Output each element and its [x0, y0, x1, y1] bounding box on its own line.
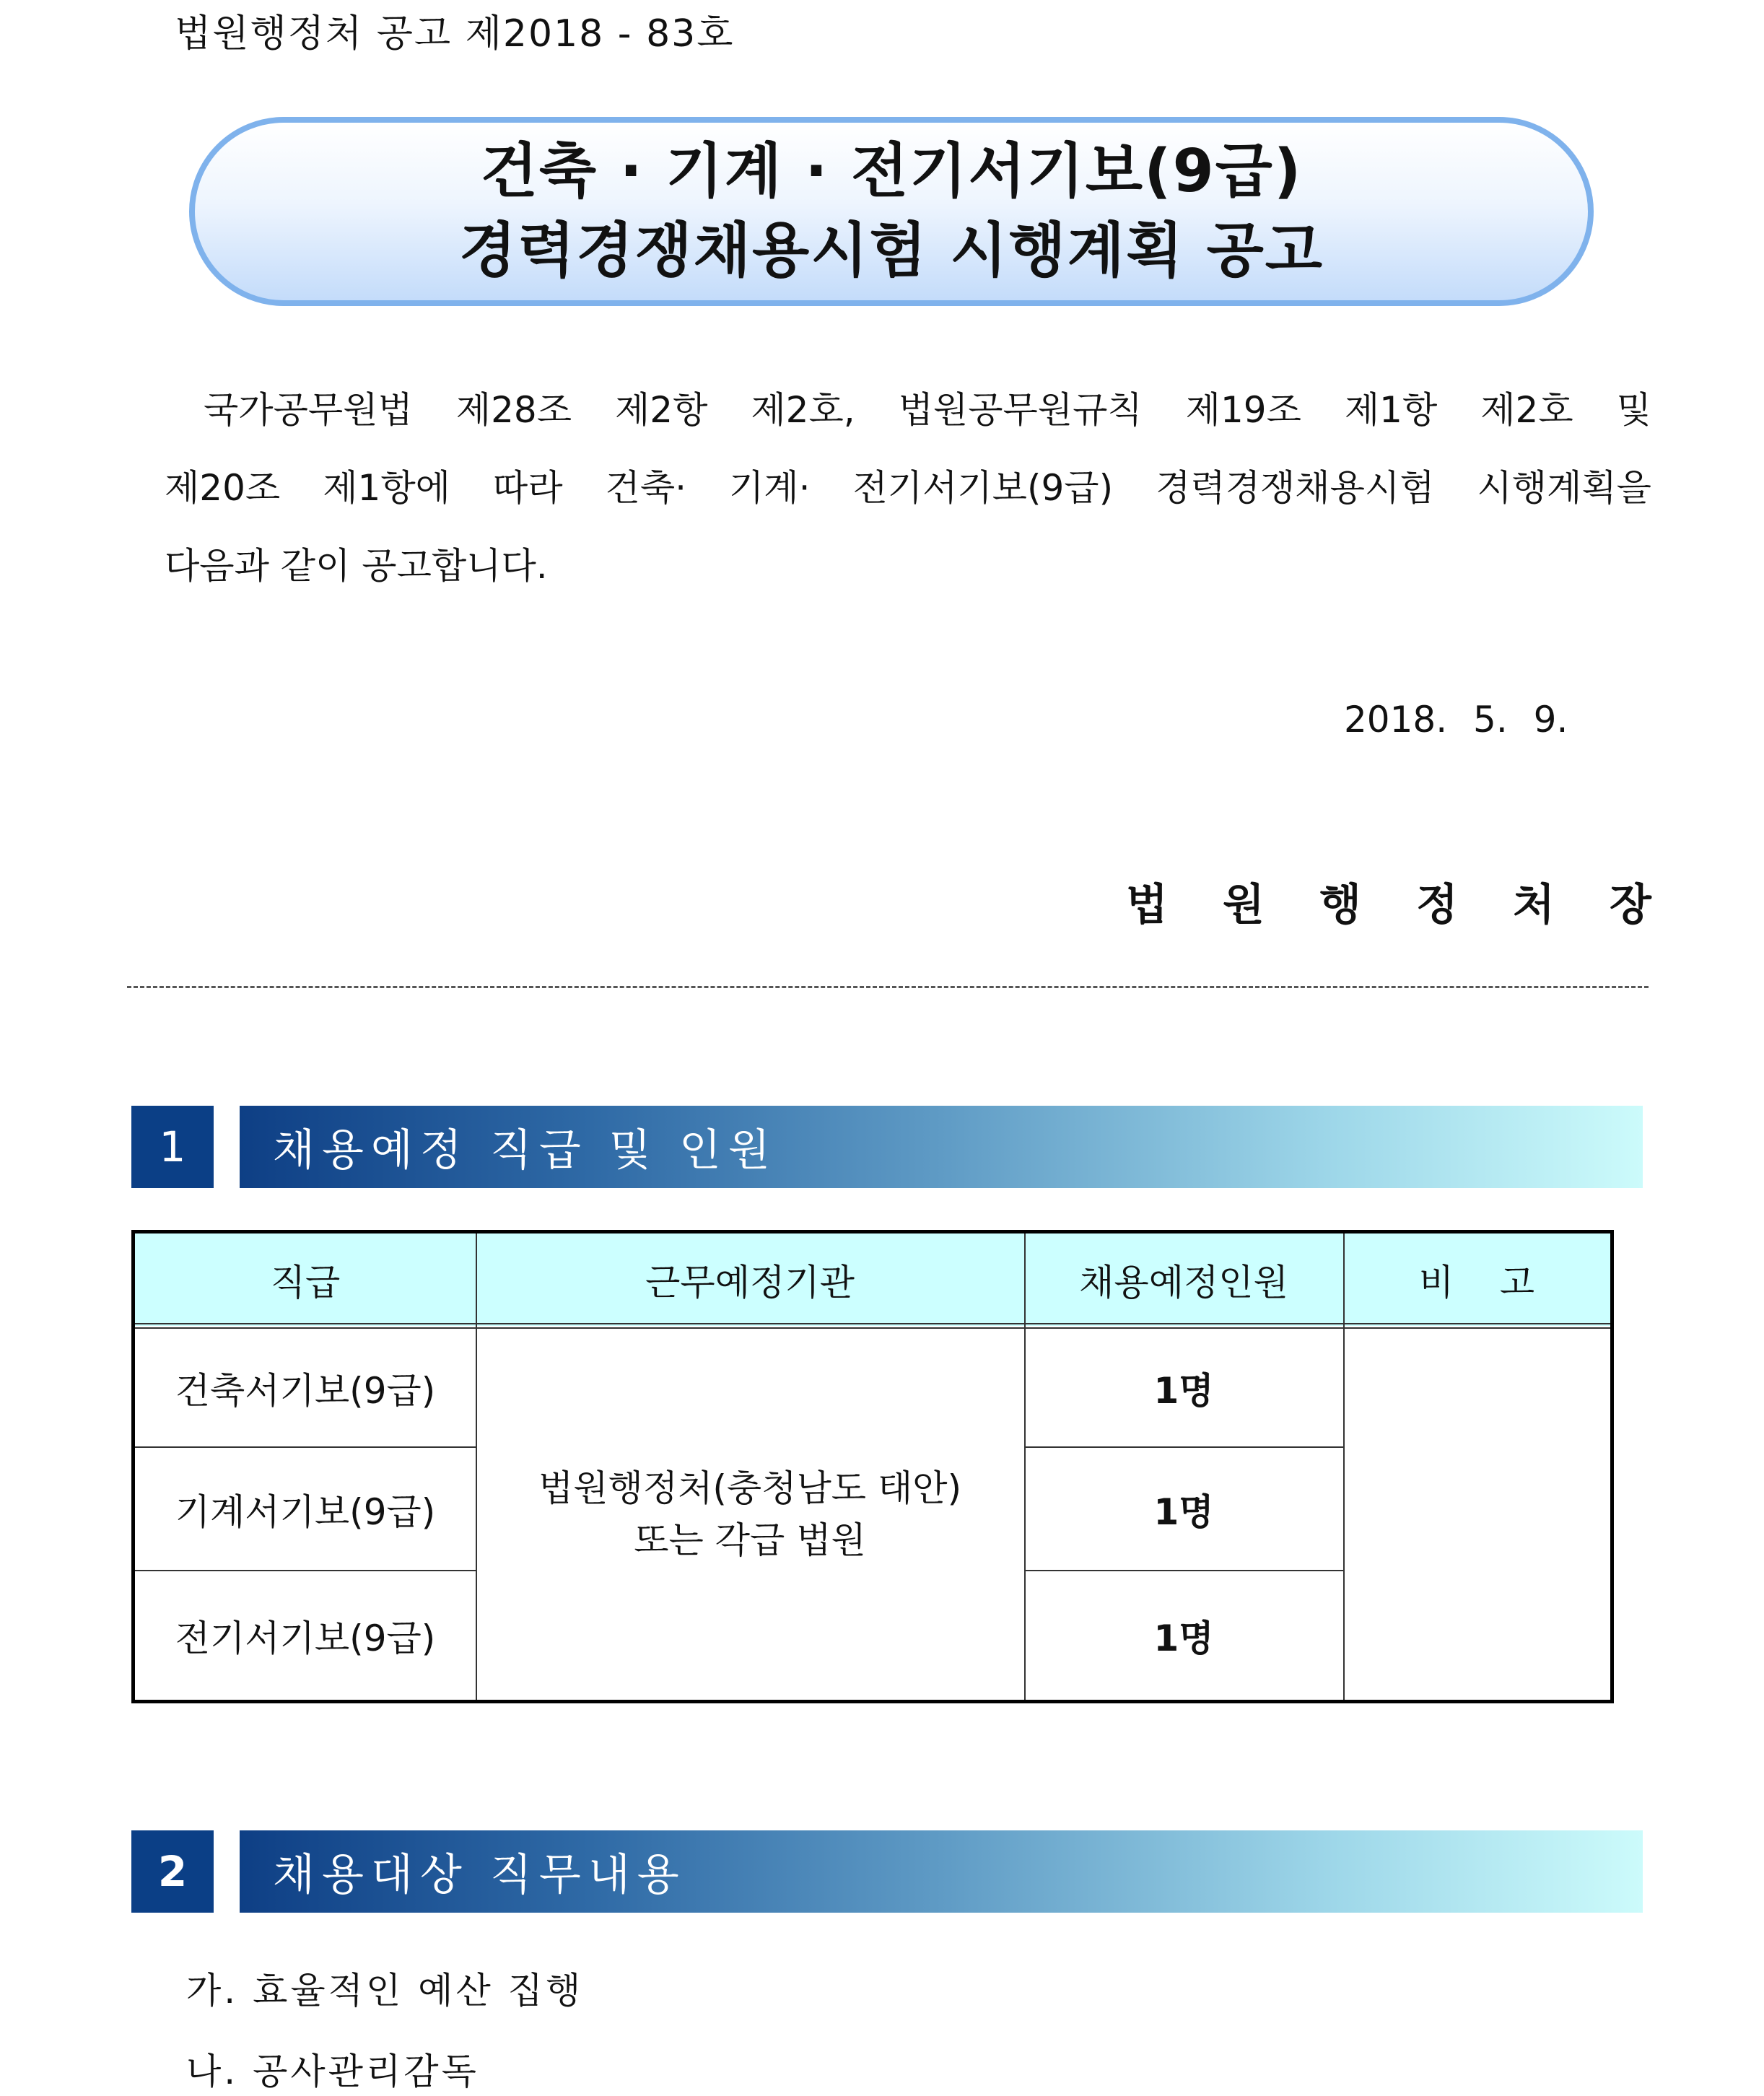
intro-word: 제2호 — [1480, 389, 1573, 431]
title-line-1: 건축 · 기계 · 전기서기보(9급) — [480, 137, 1303, 206]
intro-word: 국가공무원법 — [204, 389, 413, 431]
intro-word: 제28조 — [455, 389, 572, 431]
title-banner — [189, 117, 1594, 306]
header-remarks: 비 고 — [1418, 1262, 1535, 1304]
section-1-number: 1 — [131, 1106, 214, 1188]
intro-word: 시행계획을 — [1477, 467, 1651, 509]
signer — [1126, 870, 1651, 933]
signer-char: 처 — [1513, 880, 1555, 930]
signer-char: 원 — [1223, 880, 1265, 930]
header-workplace: 근무예정기관 — [645, 1262, 855, 1304]
workplace-cell — [476, 1329, 1024, 1700]
workplace-line-2: 또는 각급 법원 — [634, 1519, 866, 1561]
row-2-count: 1명 — [1153, 1490, 1214, 1533]
row-1-count: 1명 — [1153, 1369, 1214, 1412]
signer-char: 장 — [1610, 880, 1651, 930]
intro-word: 제2항 — [614, 389, 708, 431]
section-1-title: 채용예정 직급 및 인원 — [240, 1106, 1643, 1188]
signer-char: 행 — [1319, 880, 1361, 930]
row-1-grade: 건축서기보(9급) — [175, 1369, 436, 1412]
duty-item: 가. 효율적인 예산 집행 — [186, 1970, 584, 2012]
intro-paragraph-line-3: 다음과 같이 공고합니다. — [165, 545, 548, 587]
intro-word: 제19조 — [1185, 389, 1301, 431]
intro-word: 기계· — [729, 467, 811, 509]
intro-word: 제1항 — [1344, 389, 1438, 431]
row-3-grade: 전기서기보(9급) — [175, 1617, 436, 1659]
recruitment-table — [131, 1230, 1614, 1703]
header-count: 채용예정인원 — [1079, 1262, 1288, 1304]
intro-word: 제1항에 — [323, 467, 450, 509]
row-3-count: 1명 — [1153, 1617, 1214, 1659]
section-2-title: 채용대상 직무내용 — [240, 1830, 1643, 1913]
row-2-grade: 기계서기보(9급) — [175, 1490, 436, 1533]
intro-word: 제20조 — [165, 467, 281, 509]
intro-word: 법원공무원규칙 — [898, 389, 1143, 431]
title-line-2: 경력경쟁채용시험 시행계획 공고 — [458, 217, 1324, 285]
intro-paragraph-line-1 — [165, 388, 1651, 432]
duty-item: 나. 공사관리감독 — [186, 2051, 479, 2092]
intro-word: 경력경쟁채용시험 — [1156, 467, 1435, 509]
intro-word: 및 — [1616, 389, 1651, 431]
intro-word: 전기서기보(9급) — [852, 467, 1114, 509]
intro-word: 따라 — [492, 467, 563, 509]
workplace-line-1: 법원행정처(충청남도 태안) — [538, 1467, 962, 1509]
signer-char: 법 — [1126, 880, 1168, 930]
intro-word: 건축· — [605, 467, 687, 509]
header-grade: 직급 — [270, 1262, 341, 1304]
notice-date: 2018. 5. 9. — [1344, 699, 1568, 741]
signer-char: 정 — [1416, 880, 1458, 930]
section-2-number: 2 — [131, 1830, 214, 1913]
dashed-divider — [127, 986, 1649, 988]
notice-number: 법원행정처 공고 제2018 - 83호 — [175, 12, 735, 56]
intro-word: 제2호, — [751, 389, 855, 431]
intro-paragraph-line-2 — [165, 466, 1651, 510]
